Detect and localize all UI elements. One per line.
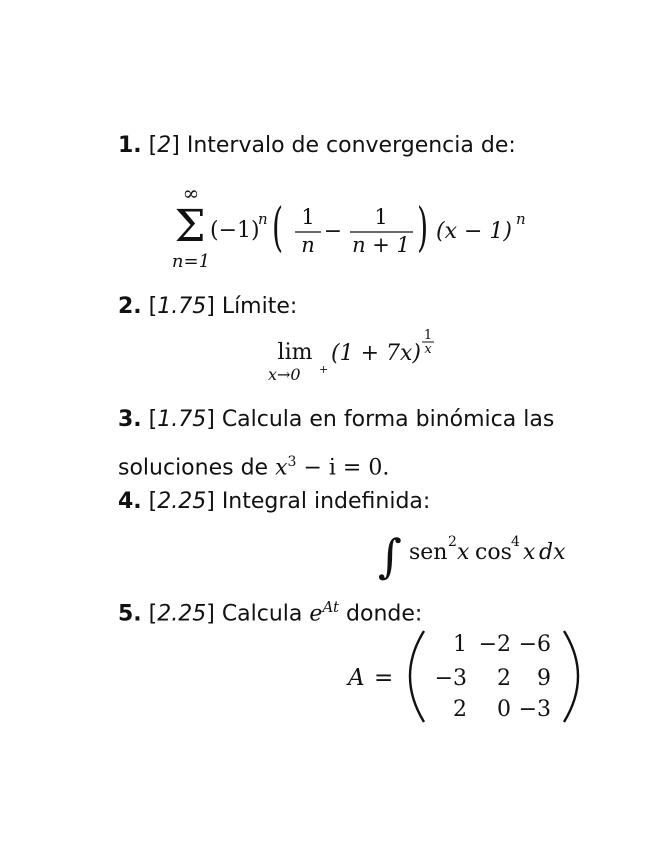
series-term: (x − 1) [436,219,512,244]
problem-points: 2.25 [157,601,207,627]
exponential-exponent: At [322,598,340,616]
problem-1: 1. [2] Intervalo de convergencia de: [118,133,516,158]
matrix-entry: 0 [497,697,511,722]
series-formula [160,180,540,272]
problem-3-line-2 [118,447,389,483]
problem-statement: Límite: [221,294,298,319]
problem-number: 2. [118,294,142,319]
equation-variable: x [275,455,288,481]
fraction-2-denominator: n + 1 [352,233,410,257]
problem-points: 2.25 [157,489,207,514]
minus-sign: − [323,219,343,244]
problem-statement: Calcula [221,601,303,627]
cosine-argument: x [523,540,536,565]
limit-subscript-plus: + [319,363,329,376]
cosine-function: cos [475,540,512,565]
left-paren: ( [272,196,284,258]
matrix-left-bracket [410,631,424,722]
sign-exponent: n [258,210,268,228]
limit-operator: lim [277,340,313,365]
matrix-name: A [348,665,365,691]
problem-number: 4. [118,489,142,514]
problem-points: 1.75 [157,407,207,432]
matrix-entry: 1 [453,632,467,657]
problem-2: 2. [1.75] Límite: [118,294,298,319]
matrix-entry: −3 [434,666,467,691]
cosine-exponent: 4 [511,534,520,550]
equation-exponent: 3 [287,454,297,470]
problem-points: 1.75 [157,294,207,319]
problem-statement: Integral indefinida: [221,489,431,514]
sine-argument: x [457,540,470,565]
integral-formula [376,520,576,588]
problem-statement-end: donde: [346,601,423,627]
problem-points: 2 [157,133,172,158]
fraction-2-numerator: 1 [374,205,388,229]
sine-exponent: 2 [448,534,457,550]
matrix-entry: 2 [497,666,511,691]
equals-sign: = [374,665,394,691]
matrix-entry: −6 [518,632,551,657]
equation-rest: − i = 0. [303,455,390,481]
right-paren: ) [417,196,429,258]
problem-statement: Calcula en forma binómica las [221,407,555,432]
matrix-entries [435,632,551,722]
limit-base: (1 + 7x) [331,341,421,366]
summation-sign: Σ [174,201,206,252]
term-exponent: n [516,210,526,228]
sum-lower-limit: n=1 [171,251,211,272]
problem-number: 5. [118,601,142,627]
problem-3: 3. [1.75] Calcula en forma binómica las [118,407,555,432]
limit-exponent-numerator: 1 [423,328,433,343]
sum-upper-limit: ∞ [182,181,200,205]
limit-formula [264,324,444,386]
fraction-1-numerator: 1 [301,205,315,229]
integral-sign: ∫ [378,529,402,583]
problem-number: 1. [118,133,142,158]
problem-5: 5. [2.25] Calcula $e^{At}$ donde: [118,598,423,627]
matrix-right-bracket [564,631,578,722]
problem-4: 4. [2.25] Integral indefinida: [118,489,431,514]
problem-statement: Intervalo de convergencia de: [186,133,516,158]
matrix-entry: 9 [537,666,551,691]
matrix-entry: −3 [518,697,551,722]
limit-exponent-denominator: x [424,342,432,357]
differential: dx [539,540,566,565]
matrix-entry: 2 [453,697,467,722]
matrix-entry: −2 [478,632,511,657]
limit-subscript: x→0 [268,365,301,384]
exponential-base: e [309,601,323,627]
problem-statement-continued: soluciones de [118,455,269,481]
matrix-formula [344,624,580,728]
fraction-1-denominator: n [301,233,315,257]
sine-function: sen [409,540,448,565]
problem-number: 3. [118,407,142,432]
sign-factor: (−1) [210,218,260,243]
